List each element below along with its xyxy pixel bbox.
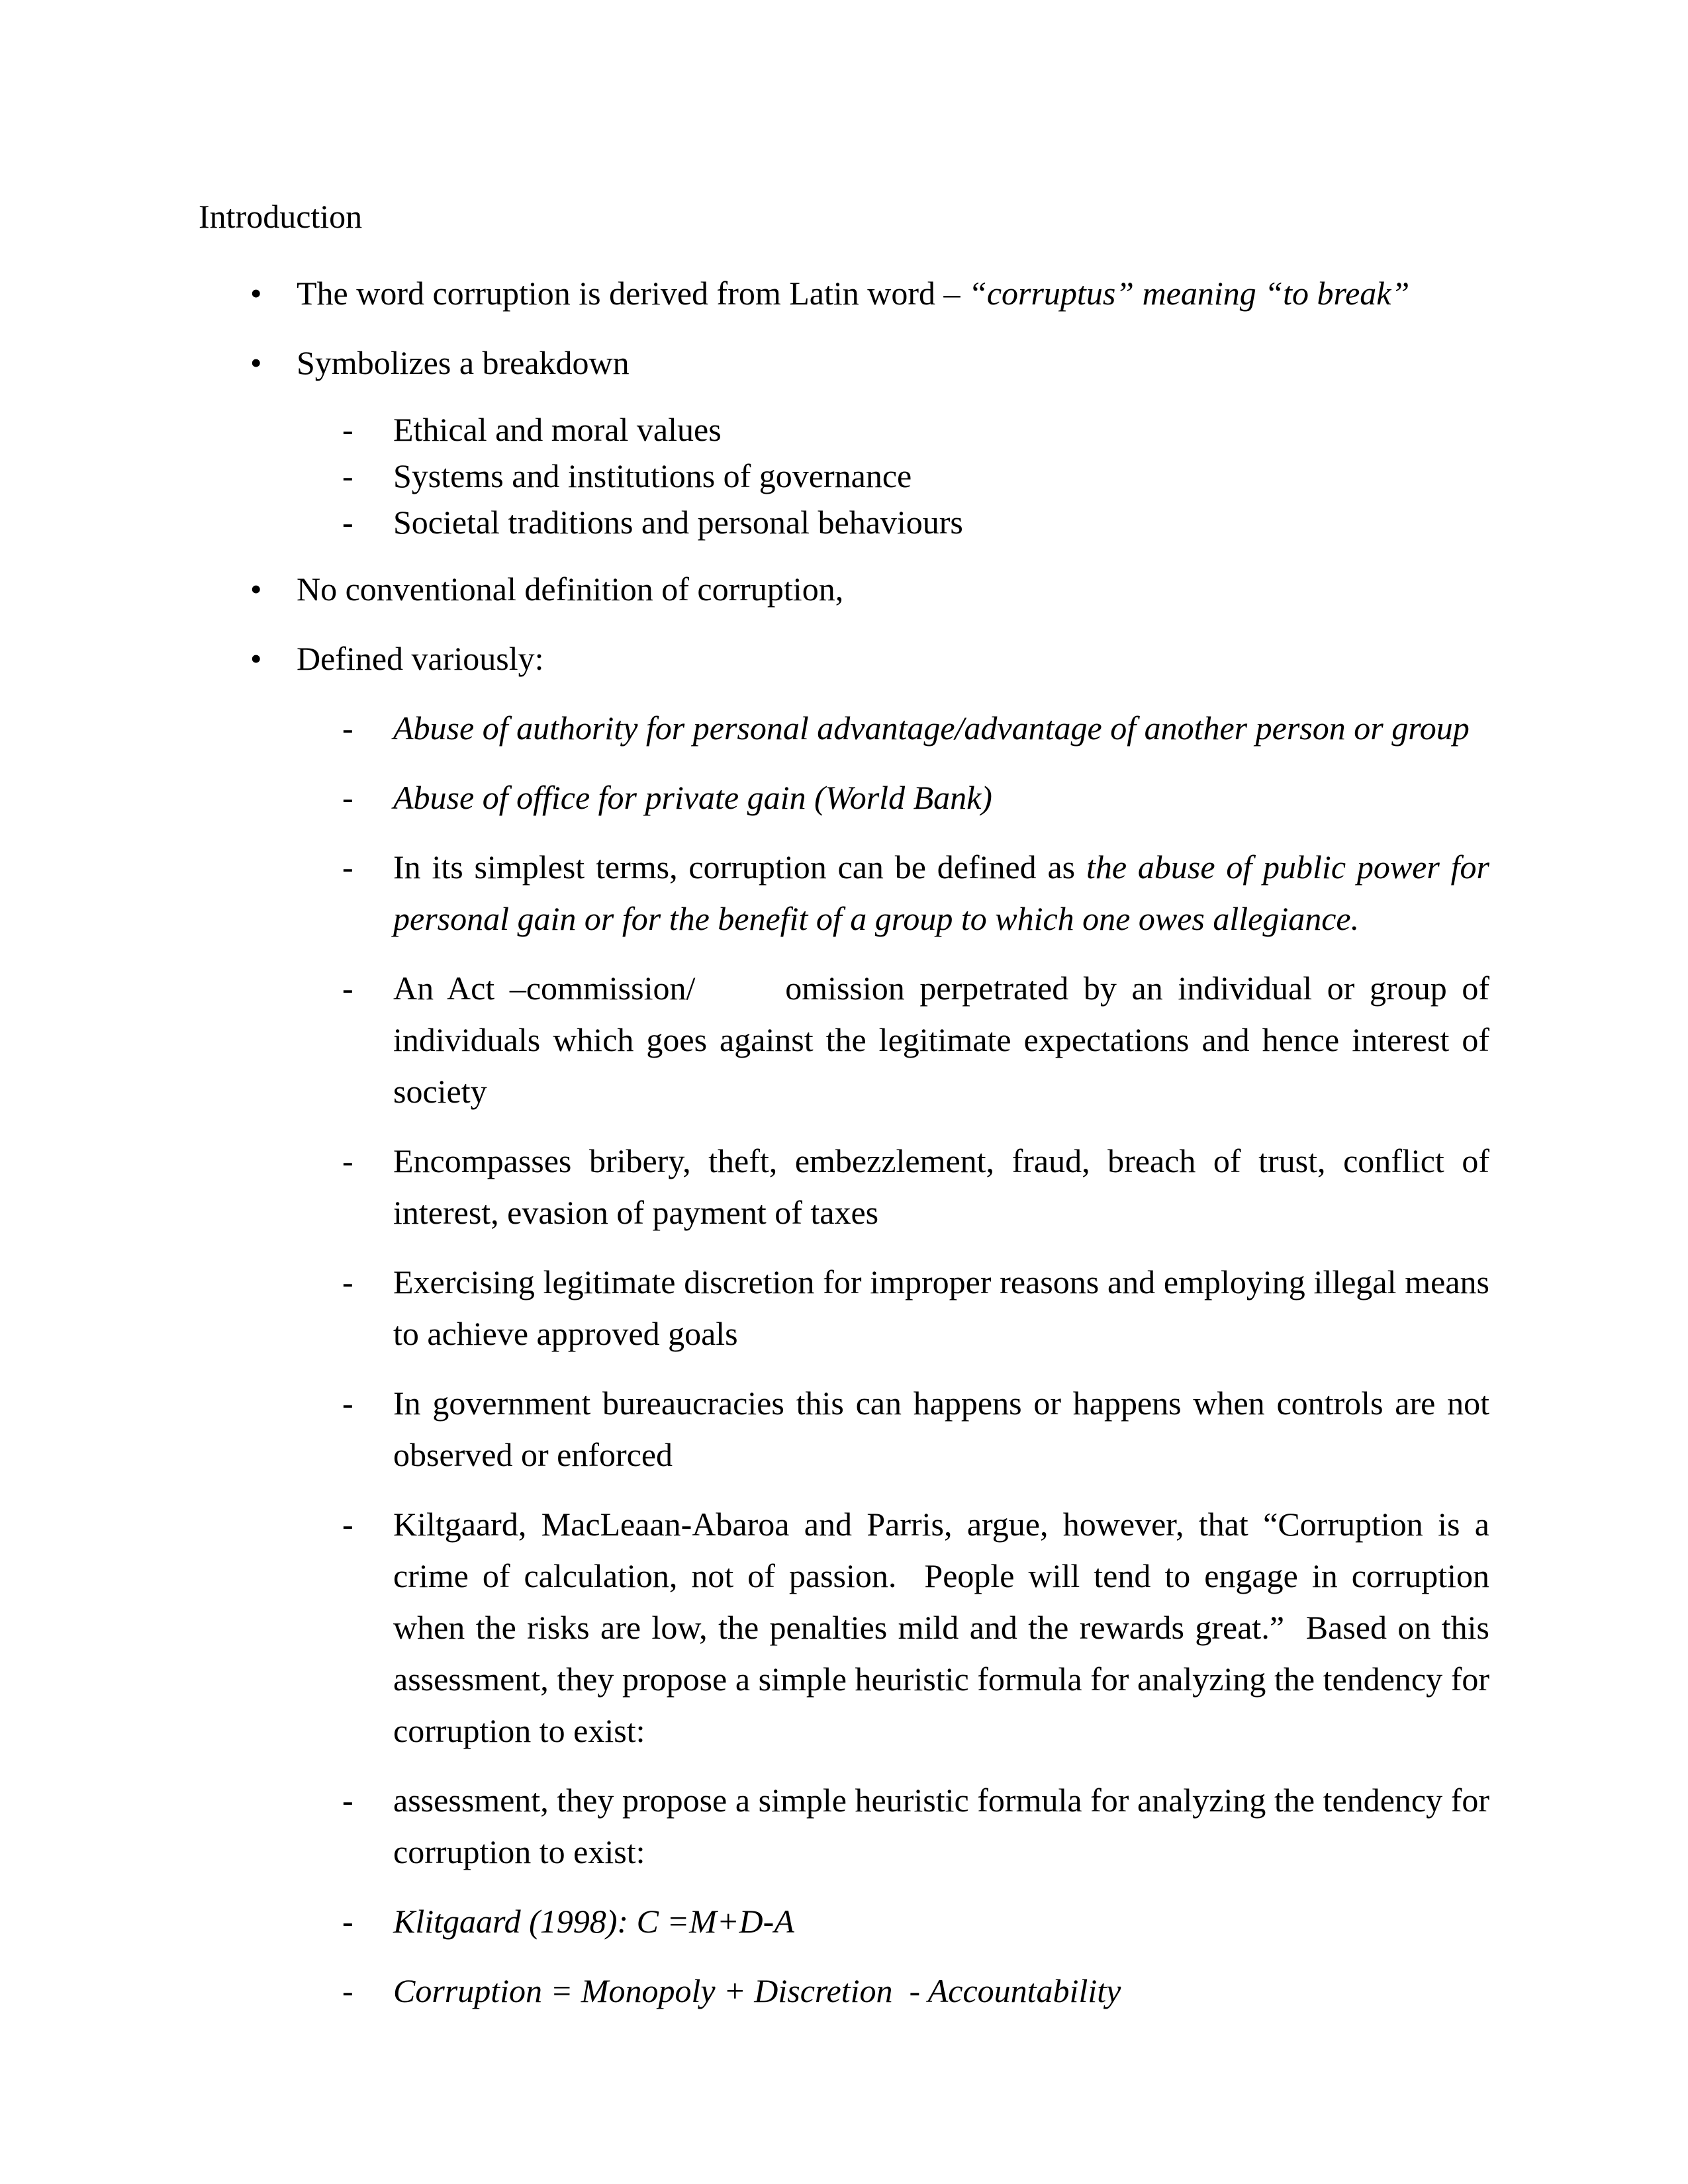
text-run: Abuse of authority for personal advantage/advantage of another person or group xyxy=(393,709,1470,747)
dash-marker: - xyxy=(342,411,353,448)
dash-marker: - xyxy=(342,1782,353,1819)
dash-item xyxy=(199,453,1489,499)
bullet-marker: • xyxy=(250,570,262,608)
text-run: No conventional definition of corruption, xyxy=(297,570,844,608)
dash-marker: - xyxy=(342,848,353,886)
dash-item xyxy=(199,1965,1489,2017)
bullet-item xyxy=(199,337,1489,388)
text-run: Exercising legitimate discretion for improper reasons and employing illegal means to achieve approved goals xyxy=(393,1263,1489,1352)
text-run: An Act –commission/ omission perpetrated by an individual or group of individuals which goes against the legitimate expectations and hence interest of society xyxy=(393,970,1489,1110)
dash-item xyxy=(199,406,1489,453)
text-run: assessment, they propose a simple heuristic formula for analyzing the tendency for corruption to exist: xyxy=(393,1782,1489,1870)
dash-marker: - xyxy=(342,457,353,494)
dash-marker: - xyxy=(342,1142,353,1179)
bullet-item xyxy=(199,267,1489,319)
text-run: Abuse of office for private gain (World Bank) xyxy=(393,779,992,816)
dash-item xyxy=(199,702,1489,754)
text-run: “corruptus” meaning “to break” xyxy=(968,275,1410,312)
text-run: In government bureaucracies this can happens or happens when controls are not observed or enforced xyxy=(393,1385,1489,1473)
dash-item xyxy=(199,962,1489,1117)
dash-item xyxy=(199,499,1489,545)
bullet-item xyxy=(199,563,1489,615)
dash-marker: - xyxy=(342,1506,353,1543)
bullet-item xyxy=(199,633,1489,684)
document-heading: Introduction xyxy=(199,198,363,235)
bullet-marker: • xyxy=(250,275,262,312)
dash-item xyxy=(199,1256,1489,1359)
document-content xyxy=(199,267,1489,2017)
text-run: The word corruption is derived from Latin word – xyxy=(297,275,969,312)
dash-marker: - xyxy=(342,709,353,747)
text-run: Defined variously: xyxy=(297,640,544,677)
text-run: Symbolizes a breakdown xyxy=(297,344,630,381)
text-run: Ethical and moral values xyxy=(393,411,722,448)
dash-marker: - xyxy=(342,1903,353,1940)
text-run: the abuse of public power for personal gain or for the benefit of a group to which one owes allegiance. xyxy=(393,848,1489,937)
text-run: Kiltgaard, MacLeaan-Abaroa and Parris, argue, however, that “Corruption is a crime of calculation, not of passion. People will tend to engage in corruption when the risks are low, the penalties mild and the rewards great.” Based on this assessment, they propose a simple heuristic formula for analyzing the tendency for corruption to exist: xyxy=(393,1506,1489,1749)
dash-item xyxy=(199,1377,1489,1480)
dash-item xyxy=(199,841,1489,944)
dash-item xyxy=(199,1774,1489,1878)
dash-item xyxy=(199,1135,1489,1238)
dash-item xyxy=(199,1895,1489,1947)
text-run: Encompasses bribery, theft, embezzlement, fraud, breach of trust, conflict of interest, evasion of payment of taxes xyxy=(393,1142,1489,1231)
text-run: Societal traditions and personal behaviours xyxy=(393,504,963,541)
text-run: Systems and institutions of governance xyxy=(393,457,912,494)
dash-item xyxy=(199,772,1489,823)
text-run: Corruption = Monopoly + Discretion - Accountability xyxy=(393,1972,1121,2009)
dash-marker: - xyxy=(342,1385,353,1422)
dash-marker: - xyxy=(342,1263,353,1300)
dash-marker: - xyxy=(342,970,353,1007)
text-run: Klitgaard (1998): C =M+D-A xyxy=(393,1903,794,1940)
dash-marker: - xyxy=(342,779,353,816)
text-run: In its simplest terms, corruption can be defined as xyxy=(393,848,1086,886)
bullet-marker: • xyxy=(250,640,262,677)
dash-marker: - xyxy=(342,504,353,541)
dash-item xyxy=(199,1498,1489,1756)
bullet-marker: • xyxy=(250,344,262,381)
dash-marker: - xyxy=(342,1972,353,2009)
